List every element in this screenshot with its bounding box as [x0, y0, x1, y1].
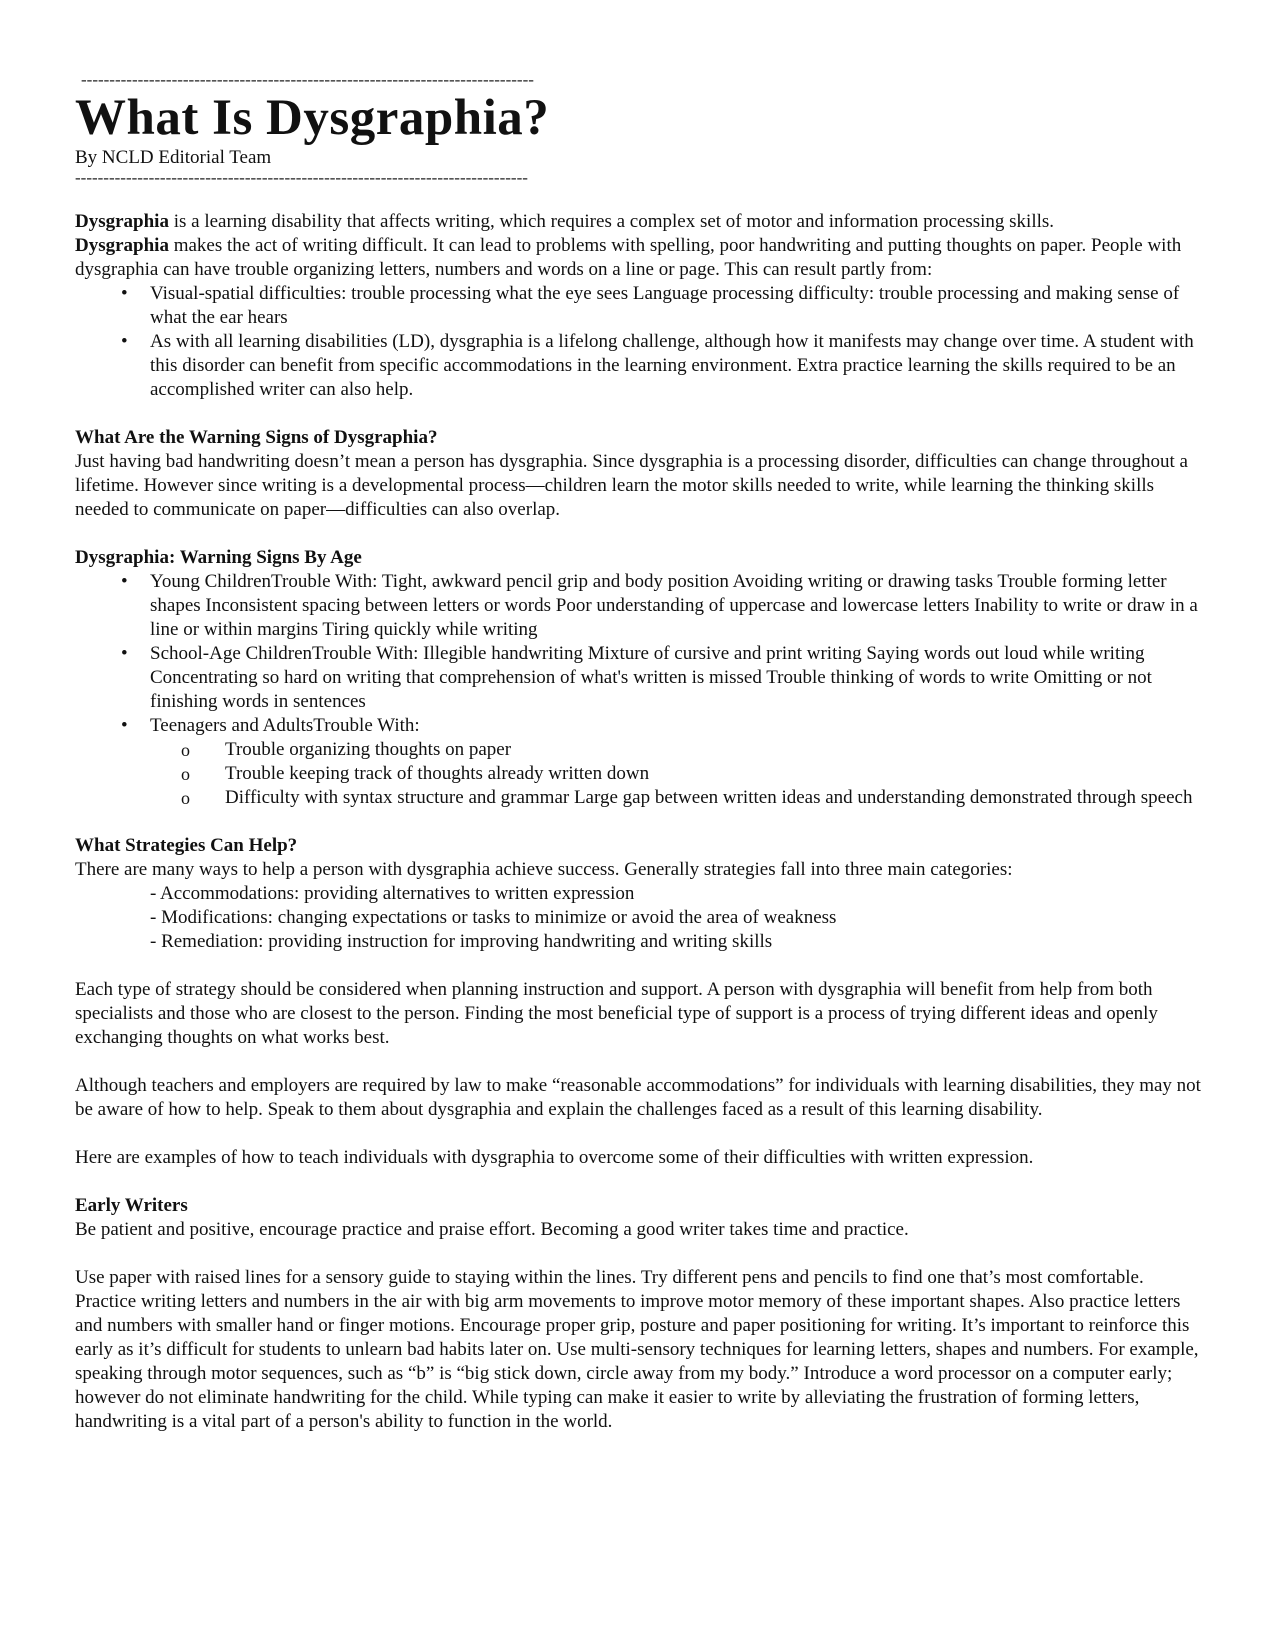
- list-item: • Teenagers and AdultsTrouble With: o Trouble organizing thoughts on paper o Trouble keeping track of thoughts already written down o Difficulty with syntax structure and grammar Large gap between written ideas and understanding demonstrated through speech: [75, 714, 1205, 810]
- section-heading-early-writers: Early Writers: [75, 1195, 188, 1216]
- warning-paragraph: Just having bad handwriting doesn’t mean a person has dysgraphia. Since dysgraphia is a processing disorder, difficulties can change throughout a lifetime. However since writing is a developmental process—children learn the motor skills needed to write, while learning the thinking skills needed to communicate on paper—difficulties can also overlap.: [75, 451, 1188, 520]
- by-age-list: [75, 570, 1205, 810]
- strategies-paragraph: Although teachers and employers are required by law to make “reasonable accommodations” for individuals with learning disabilities, they may not be aware of how to help. Speak to them about dysgraphia and explain the challenges faced as a result of this learning disability.: [75, 1075, 1201, 1120]
- document-page: [75, 72, 1205, 1434]
- sub-list: [150, 738, 1205, 810]
- section-heading-warning: What Are the Warning Signs of Dysgraphia?: [75, 427, 438, 448]
- intro-paragraph: Dysgraphia is a learning disability that affects writing, which requires a complex set of motor and information processing skills. Dysgraphia makes the act of writing difficult. It can lead to problems with spelling, poor handwriting and putting thoughts on paper. People with dysgraphia can have trouble organizing letters, numbers and words on a line or page. This can result partly from:: [75, 211, 1182, 280]
- term-dysgraphia: Dysgraphia: [75, 235, 169, 256]
- intro-list: [75, 282, 1205, 402]
- sub-list-item: o Trouble keeping track of thoughts already written down: [75, 762, 1205, 786]
- page-title: What Is Dysgraphia?: [75, 90, 550, 146]
- list-item: • Visual-spatial difficulties: trouble processing what the eye sees Language processing difficulty: trouble processing and making sense of what the ear hears: [75, 282, 1205, 330]
- early-writers-text: Be patient and positive, encourage practice and praise effort. Becoming a good writer takes time and practice.: [75, 1219, 909, 1240]
- sub-list-item: o Trouble organizing thoughts on paper: [75, 738, 1205, 762]
- byline: By NCLD Editorial Team: [75, 147, 272, 168]
- strategies-paragraph: Here are examples of how to teach individuals with dysgraphia to overcome some of their difficulties with written expression.: [75, 1147, 1034, 1168]
- early-writers-paragraph: Use paper with raised lines for a sensory guide to staying within the lines. Try different pens and pencils to find one that’s most comfortable. Practice writing letters and numbers in the air with big arm movements to improve motor memory of these important shapes. Also practice letters and numbers with smaller hand or finger motions. Encourage proper grip, posture and paper positioning for writing. It’s important to reinforce this early as it’s difficult for students to unlearn bad habits later on. Use multi-sensory techniques for learning letters, shapes and numbers. For example, speaking through motor sequences, such as “b” is “big stick down, circle away from my body.” Introduce a word processor on a computer early; however do not eliminate handwriting for the child. While typing can make it easier to write by alleviating the frustration of forming letters, handwriting is a vital part of a person's ability to function in the world.: [75, 1267, 1199, 1432]
- list-item: • School-Age ChildrenTrouble With: Illegible handwriting Mixture of cursive and print writing Saying words out loud while writing Concentrating so hard on writing that comprehension of what's written is missed Trouble thinking of words to write Omitting or not finishing words in sentences: [75, 642, 1205, 714]
- top-rule: --------------------------------------------------------------------------------: [81, 70, 534, 89]
- term-dysgraphia: Dysgraphia: [75, 211, 169, 232]
- section-heading-by-age: Dysgraphia: Warning Signs By Age: [75, 547, 362, 568]
- sub-list-item: o Difficulty with syntax structure and grammar Large gap between written ideas and understanding demonstrated through speech: [75, 786, 1205, 810]
- strategies-paragraph: Each type of strategy should be considered when planning instruction and support. A person with dysgraphia will benefit from help from both specialists and those who are closest to the person. Finding the most beneficial type of support is a process of trying different ideas and openly exchanging thoughts on what works best.: [75, 979, 1158, 1048]
- strategy-item: - Remediation: providing instruction for improving handwriting and writing skills: [150, 931, 773, 952]
- list-item: • As with all learning disabilities (LD), dysgraphia is a lifelong challenge, although how it manifests may change over time. A student with this disorder can benefit from specific accommodations in the learning environment. Extra practice learning the skills required to be an accomplished writer can also help.: [75, 330, 1205, 402]
- section-heading-strategies: What Strategies Can Help?: [75, 835, 298, 856]
- list-item: • Young ChildrenTrouble With: Tight, awkward pencil grip and body position Avoiding writing or drawing tasks Trouble forming letter shapes Inconsistent spacing between letters or words Poor understanding of uppercase and lowercase letters Inability to write or draw in a line or within margins Tiring quickly while writing: [75, 570, 1205, 642]
- strategies-intro: There are many ways to help a person with dysgraphia achieve success. Generally strategies fall into three main categories:: [75, 859, 1013, 880]
- strategy-item: - Accommodations: providing alternatives to written expression: [150, 883, 635, 904]
- strategy-item: - Modifications: changing expectations or tasks to minimize or avoid the area of weakness: [150, 907, 837, 928]
- bottom-rule: --------------------------------------------------------------------------------: [75, 168, 528, 187]
